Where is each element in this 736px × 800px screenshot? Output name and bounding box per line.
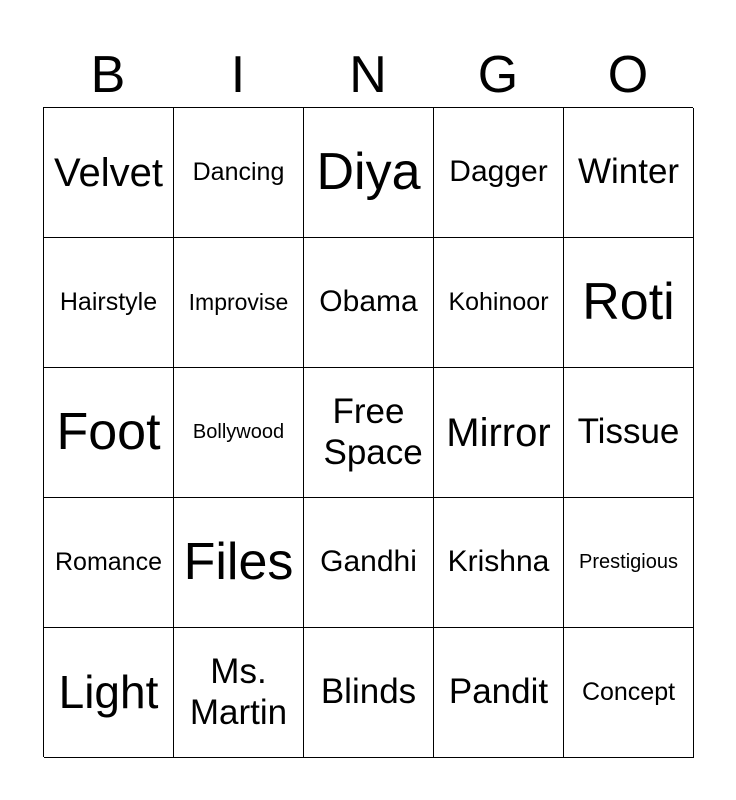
bingo-cell[interactable]: [564, 498, 694, 628]
bingo-cell[interactable]: [304, 628, 434, 758]
bingo-board: [43, 107, 693, 757]
bingo-cell[interactable]: [564, 238, 694, 368]
cell-label: Winter: [577, 152, 680, 192]
cell-label: Mirror: [446, 410, 551, 455]
bingo-cell[interactable]: [434, 498, 564, 628]
cell-label: Ms. Martin: [189, 652, 288, 732]
cell-label: Obama: [319, 285, 418, 319]
bingo-cell[interactable]: [44, 238, 174, 368]
bingo-cell[interactable]: [44, 108, 174, 238]
cell-label: Hairstyle: [59, 288, 158, 317]
bingo-cell[interactable]: [564, 368, 694, 498]
bingo-cell[interactable]: [174, 628, 304, 758]
cell-label: Improvise: [188, 289, 289, 316]
header-letter-i: I: [230, 46, 246, 104]
bingo-cell[interactable]: [44, 368, 174, 498]
bingo-cell[interactable]: [434, 238, 564, 368]
cell-label: Files: [183, 532, 294, 591]
bingo-cell[interactable]: [564, 108, 694, 238]
cell-label: Gandhi: [320, 545, 417, 579]
bingo-cell[interactable]: [44, 498, 174, 628]
cell-label: Tissue: [577, 412, 680, 452]
header-letter-n: N: [349, 46, 387, 104]
cell-label: Bollywood: [192, 421, 285, 443]
bingo-cell[interactable]: [174, 108, 304, 238]
cell-label: Diya: [316, 142, 421, 201]
bingo-cell[interactable]: [174, 238, 304, 368]
bingo-cell[interactable]: [174, 368, 304, 498]
cell-label: Blinds: [320, 672, 417, 712]
cell-label: Roti: [582, 272, 675, 331]
bingo-cell[interactable]: [44, 628, 174, 758]
free-space-cell[interactable]: [304, 368, 434, 498]
cell-label: Concept: [581, 678, 676, 707]
cell-label: Dancing: [192, 158, 285, 187]
bingo-cell[interactable]: [304, 238, 434, 368]
bingo-cell[interactable]: [174, 498, 304, 628]
cell-label: Velvet: [54, 150, 163, 195]
header-letter-g: G: [477, 46, 519, 104]
cell-label: Prestigious: [579, 551, 678, 573]
bingo-cell[interactable]: [304, 498, 434, 628]
bingo-cell[interactable]: [434, 628, 564, 758]
bingo-cell[interactable]: [434, 368, 564, 498]
bingo-header: [43, 46, 693, 104]
cell-label: Dagger: [449, 155, 548, 189]
cell-label: Romance: [55, 548, 162, 577]
bingo-cell[interactable]: [564, 628, 694, 758]
cell-label: Foot: [56, 402, 161, 461]
cell-label: Light: [58, 666, 159, 719]
cell-label: Kohinoor: [448, 288, 549, 317]
bingo-cell[interactable]: [434, 108, 564, 238]
cell-label: Pandit: [448, 672, 549, 712]
header-letter-o: O: [607, 46, 649, 104]
cell-label: Free Space: [323, 392, 423, 472]
bingo-cell[interactable]: [304, 108, 434, 238]
cell-label: Krishna: [447, 545, 550, 579]
header-letter-b: B: [90, 46, 126, 104]
